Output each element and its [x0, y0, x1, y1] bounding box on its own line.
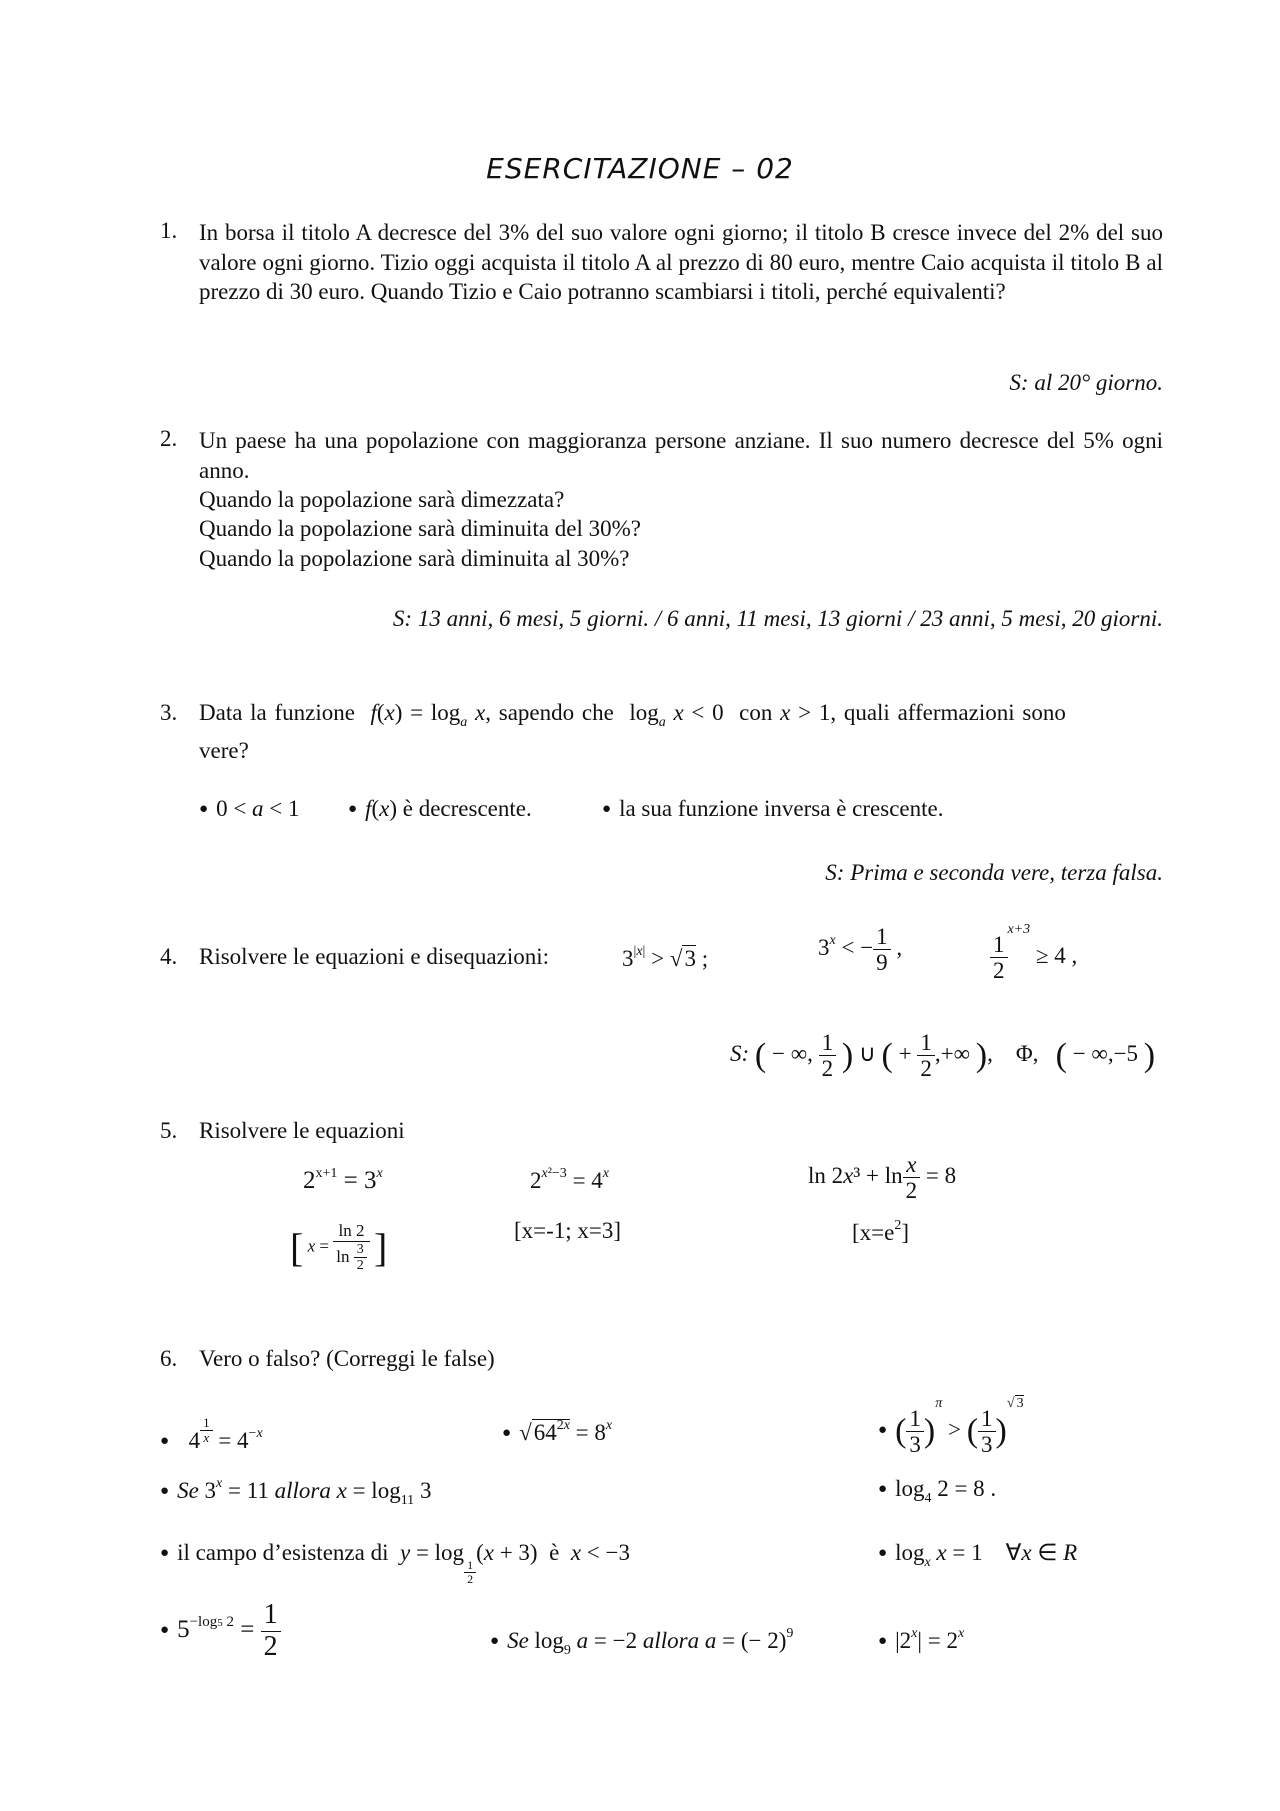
question-6-text: Vero o falso? (Correggi le false): [199, 1346, 495, 1371]
bullet-icon: ●: [490, 1633, 500, 1649]
bullet-icon: ●: [602, 801, 612, 817]
question-6-number: 6.: [160, 1346, 178, 1371]
inequality-1: $3^{|x|} > √3$ ;: [622, 944, 709, 971]
bullet-icon: ●: [878, 1545, 888, 1561]
bullet-icon: ●: [160, 1483, 170, 1499]
statement-4: ● Se $3^x = 11$ allora $x = \log_{11} 3$: [160, 1476, 432, 1508]
statement-1: ● 4 $^{\frac{1}{x}}$ = $4^{-x}$: [160, 1415, 263, 1454]
statement-10: ● $|2^x| = 2^x$: [878, 1626, 965, 1653]
question-3-number: 3.: [160, 700, 178, 725]
equation-5-3: ln 2x³ + ln $\frac{x}{2}$ = 8: [808, 1152, 957, 1204]
question-2-line-reduced: Quando la popolazione sarà diminuita al 30%?: [199, 546, 630, 571]
question-1-text: In borsa il titolo A decresce del 3% del suo valore ogni giorno; il titolo B cresce invece del 2% del suo valore ogni giorno. Tizio oggi acquista il titolo A al prezzo di 80 euro, mentre Caio acquista il titolo B al prezzo di 30 euro. Quando Tizio e Caio potranno scambiarsi i titoli, perché equivalenti?: [199, 220, 1163, 304]
question-5-number: 5.: [160, 1118, 178, 1143]
question-2-intro: Un paese ha una popolazione con maggioranza persone anziane. Il suo numero decresce del 5% ogni anno.: [199, 428, 1163, 483]
question-3-line-2: vere?: [199, 738, 249, 763]
bullet-icon: ●: [199, 801, 209, 817]
question-2-answer: S: 13 anni, 6 mesi, 5 giorni. / 6 anni, 11 mesi, 13 giorni / 23 anni, 5 mesi, 20 giorni.: [392, 606, 1163, 631]
solution-5-1: [ x = ln 2 ln $\frac{3}{2}$ ]: [290, 1221, 388, 1274]
statement-2: ● $√64^{2x} = 8^x$: [502, 1418, 613, 1445]
question-3-line-1: Data la funzione $f(x) = \log_a x$, sapendo che $\log_a x < 0$ con x > 1, quali affermazioni sono: [199, 700, 1066, 730]
inequality-3: $\frac{1}{2}$ $^{x+3}$ ≥ 4 ,: [990, 922, 1077, 984]
math-f-of-x: f: [370, 700, 377, 725]
statement-7: ● $\log_x x = 1$ ∀x ∈ R: [878, 1540, 1078, 1570]
equation-5-2: $2^{x^2-3} = 4^x$: [530, 1166, 610, 1193]
question-3-option-3: ● la sua funzione inversa è crescente.: [602, 796, 944, 821]
statement-6: ● il campo d’esistenza di y = log $_{\frac{1}{2}}$ (x + 3) è x < −3: [160, 1540, 630, 1587]
bullet-icon: ●: [878, 1633, 888, 1649]
statement-5: ● $\log_4 2 = 8$ .: [878, 1476, 997, 1506]
bullet-icon: ●: [878, 1422, 888, 1438]
question-2-number: 2.: [160, 426, 178, 451]
statement-3: ● ( $\frac{1}{3}$ )$^\pi$ > ( $\frac{1}{3}$ )$^{√ 3}$: [878, 1396, 1024, 1458]
inequality-2: $3^x$ < − $\frac{1}{9}$ ,: [818, 924, 903, 976]
question-1-number: 1.: [160, 218, 178, 243]
question-3-option-2: ● f(x) è decrescente.: [348, 796, 532, 821]
equation-5-1: $2^{x+1} = 3^x$: [303, 1166, 383, 1194]
statement-8: ● $5^{-log5 2}$ = $\frac{1}{2}$: [160, 1600, 281, 1663]
question-3-option-1: ● 0 < a < 1: [199, 796, 300, 821]
bullet-icon: ●: [160, 1433, 170, 1450]
question-1-answer: S: al 20° giorno.: [1009, 370, 1163, 395]
bullet-icon: ●: [160, 1545, 170, 1561]
question-2-line-decreased: Quando la popolazione sarà diminuita del 30%?: [199, 516, 641, 541]
bullet-icon: ●: [502, 1425, 512, 1441]
bullet-icon: ●: [160, 1622, 170, 1639]
question-4-text: Risolvere le equazioni e disequazioni:: [199, 944, 549, 969]
page-title: ESERCITAZIONE – 02: [486, 152, 794, 185]
question-2-line-halved: Quando la popolazione sarà dimezzata?: [199, 487, 565, 512]
question-4-number: 4.: [160, 944, 178, 969]
statement-9: ● Se $\log_9 a = -2$ allora a = (− 2)$^9$: [490, 1626, 794, 1658]
solution-5-2: [x=-1; x=3]: [514, 1218, 622, 1243]
question-5-text: Risolvere le equazioni: [199, 1118, 405, 1143]
bullet-icon: ●: [348, 801, 358, 817]
question-3-answer: S: Prima e seconda vere, terza falsa.: [825, 860, 1163, 885]
solution-5-3: $[x=e^2]$: [852, 1218, 910, 1245]
question-4-answer: S: ( − ∞, $\frac{1}{2}$ ) ∪ ( + $\frac{1}{2}$ ,+∞ ), Φ, ( − ∞,−5 ): [730, 1030, 1156, 1082]
bullet-icon: ●: [878, 1481, 888, 1497]
